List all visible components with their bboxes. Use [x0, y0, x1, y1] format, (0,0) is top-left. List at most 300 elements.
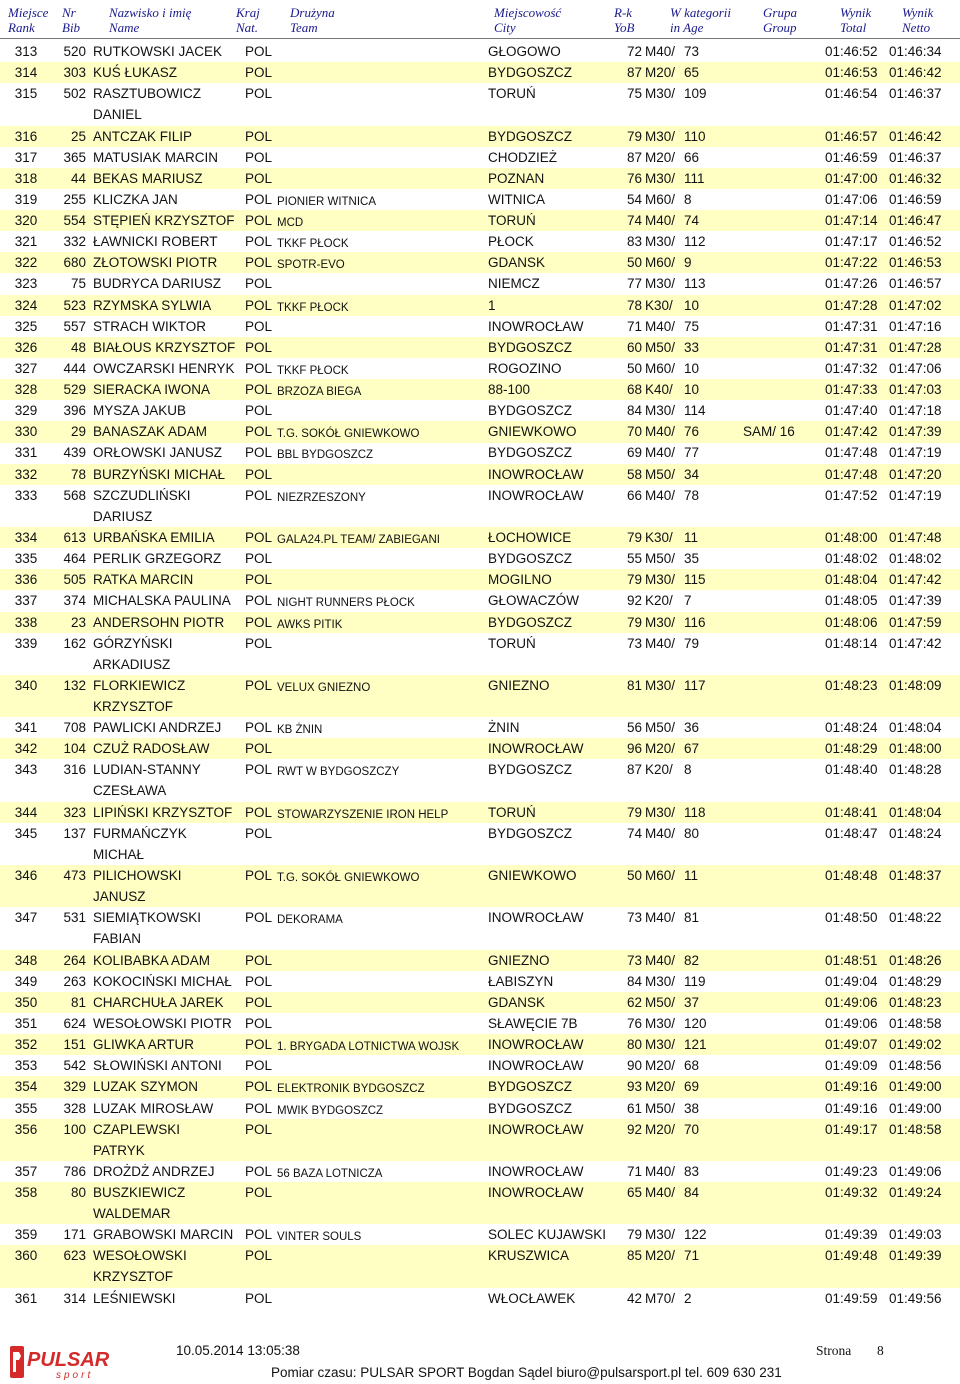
- category-cell: M40/: [645, 952, 676, 968]
- nat-cell: POL: [245, 973, 273, 989]
- total-time-cell: 01:48:41: [825, 804, 878, 820]
- yob-cell: 55: [626, 551, 642, 567]
- category-place-cell: 71: [684, 1248, 700, 1264]
- city-cell: GNIEWKOWO: [488, 424, 577, 440]
- net-time-cell: 01:48:56: [889, 1058, 942, 1074]
- yob-cell: 85: [626, 1248, 642, 1264]
- team-cell: TKKF PŁOCK: [277, 238, 349, 251]
- name-line: BURZYŃSKI MICHAŁ: [93, 466, 226, 482]
- city-cell: SOLEC KUJAWSKI: [488, 1227, 607, 1243]
- table-row: [0, 1288, 960, 1309]
- net-time-cell: 01:47:03: [889, 382, 942, 398]
- bib-cell: 554: [63, 213, 86, 229]
- name-cell: [93, 41, 222, 62]
- net-time-cell: 01:48:09: [889, 677, 942, 693]
- city-cell: GNIEZNO: [488, 952, 550, 968]
- yob-cell: 79: [626, 804, 642, 820]
- team-cell: DEKORAMA: [277, 914, 343, 927]
- city-cell: PŁOCK: [488, 234, 534, 250]
- table-row: [0, 1013, 960, 1034]
- total-time-cell: 01:47:42: [825, 424, 878, 440]
- table-row: [0, 1119, 960, 1161]
- total-time-cell: 01:49:32: [825, 1185, 878, 1201]
- total-time-cell: 01:47:48: [825, 445, 878, 461]
- total-time-cell: 01:46:59: [825, 149, 878, 165]
- rank-cell: 339: [14, 635, 38, 651]
- net-time-cell: 01:46:34: [889, 44, 942, 59]
- name-line: MATUSIAK MARCIN: [93, 149, 219, 165]
- rank-cell: 315: [14, 86, 38, 102]
- nat-cell: POL: [245, 1100, 273, 1116]
- category-cell: K20/: [645, 593, 673, 609]
- table-row: [0, 464, 960, 485]
- city-cell: GNIEZNO: [488, 677, 550, 693]
- yob-cell: 50: [626, 360, 642, 376]
- nat-cell: POL: [245, 445, 273, 461]
- name-cell: [93, 273, 221, 294]
- yob-cell: 90: [626, 1058, 642, 1074]
- name-cell: [93, 189, 178, 210]
- total-time-cell: 01:49:16: [825, 1100, 878, 1116]
- net-time-cell: 01:49:03: [889, 1227, 942, 1243]
- total-time-cell: 01:48:23: [825, 677, 878, 693]
- bib-cell: 523: [63, 297, 86, 313]
- net-time-cell: 01:47:28: [889, 339, 942, 355]
- table-header: [0, 0, 960, 40]
- name-cell: [93, 1288, 176, 1309]
- category-place-cell: 120: [684, 1015, 707, 1031]
- total-time-cell: 01:46:53: [825, 65, 878, 81]
- rank-cell: 340: [14, 677, 38, 693]
- team-cell: MWIK BYDGOSZCZ: [277, 1104, 384, 1117]
- city-cell: BYDGOSZCZ: [488, 65, 573, 81]
- header-netto: Wynik Netto: [902, 5, 934, 35]
- team-cell: TKKF PŁOCK: [277, 364, 349, 377]
- table-row: [0, 337, 960, 358]
- rank-cell: 338: [14, 614, 38, 630]
- city-cell: TORUŃ: [488, 86, 536, 102]
- name-line: GRABOWSKI MARCIN: [93, 1227, 234, 1243]
- category-cell: M50/: [645, 466, 676, 482]
- yob-cell: 81: [626, 677, 642, 693]
- total-time-cell: 01:48:04: [825, 572, 878, 588]
- category-place-cell: 81: [684, 910, 700, 926]
- rank-cell: 333: [14, 487, 38, 503]
- table-row: [0, 485, 960, 527]
- table-row: [0, 865, 960, 907]
- yob-cell: 42: [626, 1290, 642, 1306]
- page-label: Strona: [816, 1343, 852, 1358]
- name-line: LEŚNIEWSKI: [93, 1290, 176, 1306]
- group-cell: SAM/ 16: [743, 424, 795, 440]
- table-row: [0, 358, 960, 379]
- nat-cell: POL: [245, 1290, 273, 1306]
- rank-cell: 349: [14, 973, 38, 989]
- yob-cell: 73: [626, 635, 642, 651]
- category-place-cell: 8: [684, 762, 692, 778]
- yob-cell: 61: [626, 1100, 642, 1116]
- bib-cell: 44: [70, 170, 86, 186]
- team-cell: TKKF PŁOCK: [277, 301, 349, 314]
- city-cell: INOWROCŁAW: [488, 1058, 584, 1074]
- city-cell: GŁOWACZÓW: [488, 593, 579, 609]
- city-cell: MOGILNO: [488, 572, 552, 588]
- yob-cell: 65: [626, 1185, 642, 1201]
- bib-cell: 316: [63, 762, 86, 778]
- yob-cell: 93: [626, 1079, 642, 1095]
- table-row: [0, 1034, 960, 1055]
- category-cell: M50/: [645, 339, 676, 355]
- net-time-cell: 01:48:04: [889, 720, 942, 736]
- nat-cell: POL: [245, 1163, 273, 1179]
- total-time-cell: 01:49:39: [825, 1227, 878, 1243]
- total-time-cell: 01:49:06: [825, 1015, 878, 1031]
- name-cell: [93, 231, 218, 252]
- category-place-cell: 83: [684, 1163, 700, 1179]
- name-line: JANUSZ: [93, 889, 146, 905]
- table-row: [0, 590, 960, 611]
- yob-cell: 79: [626, 614, 642, 630]
- category-place-cell: 115: [684, 572, 706, 588]
- table-row: [0, 1224, 960, 1245]
- name-line: SIEMIĄTKOWSKI: [93, 910, 202, 926]
- table-row: [0, 1245, 960, 1287]
- rank-cell: 320: [14, 213, 38, 229]
- name-cell: [93, 1245, 187, 1287]
- category-place-cell: 66: [684, 149, 700, 165]
- name-line: KLICZKA JAN: [93, 191, 178, 207]
- yob-cell: 50: [626, 255, 642, 271]
- team-cell: NIEZRZESZONY: [277, 491, 366, 504]
- city-cell: INOWROCŁAW: [488, 318, 584, 334]
- city-cell: GDANSK: [488, 255, 546, 271]
- bib-cell: 464: [63, 551, 86, 567]
- name-line: SIERACKA IWONA: [93, 382, 211, 398]
- total-time-cell: 01:48:14: [825, 635, 878, 651]
- nat-cell: POL: [245, 403, 273, 419]
- category-cell: M40/: [645, 1163, 676, 1179]
- category-cell: K30/: [645, 297, 673, 313]
- nat-cell: POL: [245, 128, 273, 144]
- yob-cell: 73: [626, 952, 642, 968]
- bib-cell: 323: [63, 804, 86, 820]
- total-time-cell: 01:47:06: [825, 191, 878, 207]
- category-cell: M30/: [645, 276, 676, 292]
- team-cell: PIONIER WITNICA: [277, 195, 377, 208]
- table-row: [0, 569, 960, 590]
- yob-cell: 77: [626, 276, 642, 292]
- name-cell: [93, 950, 210, 971]
- name-line: SŁOWIŃSKI ANTONI: [93, 1058, 222, 1074]
- rank-cell: 357: [14, 1163, 38, 1179]
- category-cell: M30/: [645, 973, 676, 989]
- yob-cell: 54: [626, 191, 642, 207]
- header-rank: Miejsce Rank: [8, 5, 49, 35]
- yob-cell: 58: [626, 466, 642, 482]
- bib-cell: 104: [63, 741, 86, 757]
- category-cell: M40/: [645, 445, 676, 461]
- name-cell: [93, 865, 182, 907]
- team-cell: MCD: [277, 217, 304, 230]
- city-cell: BYDGOSZCZ: [488, 403, 573, 419]
- nat-cell: POL: [245, 65, 273, 81]
- city-cell: ROGOZINO: [488, 360, 562, 376]
- bib-cell: 23: [70, 614, 86, 630]
- category-place-cell: 10: [684, 360, 700, 376]
- name-cell: [93, 633, 173, 675]
- category-cell: K40/: [645, 382, 673, 398]
- nat-cell: POL: [245, 572, 273, 588]
- net-time-cell: 01:48:29: [889, 973, 942, 989]
- name-line: GÓRZYŃSKI: [93, 635, 173, 651]
- nat-cell: POL: [245, 1058, 273, 1074]
- bib-cell: 502: [63, 86, 86, 102]
- category-cell: M40/: [645, 910, 676, 926]
- table-row: [0, 147, 960, 168]
- bib-cell: 332: [63, 234, 86, 250]
- total-time-cell: 01:47:31: [825, 318, 878, 334]
- net-time-cell: 01:48:22: [889, 910, 942, 926]
- rank-cell: 322: [14, 255, 38, 271]
- net-time-cell: 01:46:53: [889, 255, 942, 271]
- table-row: [0, 1055, 960, 1076]
- category-place-cell: 11: [684, 529, 699, 545]
- name-cell: [93, 992, 224, 1013]
- total-time-cell: 01:49:07: [825, 1037, 878, 1053]
- category-cell: M30/: [645, 128, 676, 144]
- city-cell: INOWROCŁAW: [488, 1121, 584, 1137]
- category-place-cell: 118: [684, 804, 706, 820]
- yob-cell: 87: [626, 762, 642, 778]
- rank-cell: 313: [14, 44, 38, 59]
- net-time-cell: 01:49:00: [889, 1100, 942, 1116]
- net-time-cell: 01:47:20: [889, 466, 942, 482]
- yob-cell: 74: [626, 213, 642, 229]
- yob-cell: 78: [626, 297, 642, 313]
- net-time-cell: 01:47:48: [889, 529, 942, 545]
- team-cell: T.G. SOKÓŁ GNIEWKOWO: [277, 428, 420, 441]
- name-line: LUZAK SZYMON: [93, 1079, 199, 1095]
- name-line: DROŻDŻ ANDRZEJ: [93, 1163, 215, 1179]
- total-time-cell: 01:47:22: [825, 255, 878, 271]
- total-time-cell: 01:49:17: [825, 1121, 878, 1137]
- table-row: [0, 907, 960, 949]
- table-row: [0, 675, 960, 717]
- table-row: [0, 168, 960, 189]
- net-time-cell: 01:49:39: [889, 1248, 942, 1264]
- yob-cell: 76: [626, 170, 642, 186]
- category-cell: M30/: [645, 1227, 676, 1243]
- nat-cell: POL: [245, 466, 273, 482]
- category-cell: M50/: [645, 1100, 676, 1116]
- team-cell: BRZOZA BIEGA: [277, 386, 362, 399]
- name-cell: [93, 527, 215, 548]
- category-place-cell: 84: [684, 1185, 700, 1201]
- header-nat: Kraj Nat.: [236, 5, 260, 35]
- category-cell: M20/: [645, 1058, 676, 1074]
- name-cell: [93, 1182, 185, 1224]
- category-cell: M30/: [645, 1037, 676, 1053]
- rank-cell: 325: [14, 318, 38, 334]
- bib-cell: 529: [63, 382, 86, 398]
- rank-cell: 316: [14, 128, 38, 144]
- city-cell: INOWROCŁAW: [488, 466, 584, 482]
- category-place-cell: 9: [684, 255, 692, 271]
- nat-cell: POL: [245, 614, 273, 630]
- net-time-cell: 01:47:39: [889, 424, 942, 440]
- name-line: SZCZUDLIŃSKI: [93, 487, 191, 503]
- category-place-cell: 7: [684, 593, 692, 609]
- nat-cell: POL: [245, 255, 273, 271]
- bib-cell: 263: [63, 973, 86, 989]
- name-cell: [93, 210, 235, 231]
- name-cell: [93, 1013, 232, 1034]
- bib-cell: 328: [63, 1100, 86, 1116]
- category-cell: M70/: [645, 1290, 676, 1306]
- table-row: [0, 992, 960, 1013]
- yob-cell: 56: [626, 720, 642, 736]
- yob-cell: 68: [626, 382, 642, 398]
- yob-cell: 83: [626, 234, 642, 250]
- table-row: [0, 802, 960, 823]
- name-cell: [93, 168, 203, 189]
- net-time-cell: 01:46:42: [889, 65, 942, 81]
- name-line: ORŁOWSKI JANUSZ: [93, 445, 223, 461]
- city-cell: INOWROCŁAW: [488, 1037, 584, 1053]
- header-yob: R-k YoB: [614, 5, 635, 35]
- city-cell: GNIEWKOWO: [488, 868, 577, 884]
- city-cell: ŻNIN: [488, 720, 520, 736]
- total-time-cell: 01:48:50: [825, 910, 878, 926]
- name-line: BANASZAK ADAM: [93, 424, 208, 440]
- total-time-cell: 01:48:47: [825, 825, 878, 841]
- team-cell: BBL BYDGOSZCZ: [277, 449, 374, 462]
- total-time-cell: 01:48:00: [825, 529, 878, 545]
- total-time-cell: 01:47:26: [825, 276, 878, 292]
- name-line: ZŁOTOWSKI PIOTR: [93, 255, 218, 271]
- city-cell: GŁOGOWO: [488, 44, 561, 59]
- yob-cell: 87: [626, 149, 642, 165]
- net-time-cell: 01:49:24: [889, 1185, 942, 1201]
- total-time-cell: 01:48:05: [825, 593, 878, 609]
- nat-cell: POL: [245, 1227, 273, 1243]
- name-line: KUŚ ŁUKASZ: [93, 65, 178, 81]
- bib-cell: 568: [63, 487, 86, 503]
- category-cell: M60/: [645, 191, 676, 207]
- category-place-cell: 111: [684, 170, 705, 186]
- city-cell: TORUŃ: [488, 804, 536, 820]
- net-time-cell: 01:48:58: [889, 1121, 942, 1137]
- category-place-cell: 117: [684, 677, 706, 693]
- name-line: CZAPLEWSKI: [93, 1121, 181, 1137]
- city-cell: BYDGOSZCZ: [488, 1079, 573, 1095]
- net-time-cell: 01:48:24: [889, 825, 942, 841]
- nat-cell: POL: [245, 910, 273, 926]
- bib-cell: 365: [63, 149, 86, 165]
- category-place-cell: 2: [684, 1290, 692, 1306]
- name-line: BIAŁOUS KRZYSZTOF: [93, 339, 236, 355]
- rank-cell: 323: [14, 276, 38, 292]
- yob-cell: 92: [626, 1121, 642, 1137]
- category-place-cell: 75: [684, 318, 700, 334]
- total-time-cell: 01:48:48: [825, 868, 878, 884]
- name-cell: [93, 738, 210, 759]
- yob-cell: 79: [626, 572, 642, 588]
- rank-cell: 360: [14, 1248, 38, 1264]
- total-time-cell: 01:49:04: [825, 973, 878, 989]
- bib-cell: 151: [63, 1037, 86, 1053]
- table-row: [0, 759, 960, 801]
- team-cell: NIGHT RUNNERS PŁOCK: [277, 597, 415, 610]
- yob-cell: 84: [626, 403, 642, 419]
- name-cell: [93, 569, 193, 590]
- table-row: [0, 295, 960, 316]
- page-footer: [0, 1338, 960, 1384]
- city-cell: ŁABISZYN: [488, 973, 554, 989]
- logo-subtext: sport: [56, 1370, 94, 1380]
- category-cell: M30/: [645, 170, 676, 186]
- category-cell: M40/: [645, 635, 676, 651]
- category-place-cell: 35: [684, 551, 700, 567]
- total-time-cell: 01:49:09: [825, 1058, 878, 1074]
- table-row: [0, 231, 960, 252]
- city-cell: INOWROCŁAW: [488, 1185, 584, 1201]
- name-line: RUTKOWSKI JACEK: [93, 44, 223, 59]
- category-place-cell: 116: [684, 614, 706, 630]
- rank-cell: 342: [14, 741, 38, 757]
- team-cell: AWKS PITIK: [277, 618, 343, 631]
- category-cell: M20/: [645, 149, 676, 165]
- category-place-cell: 67: [684, 741, 700, 757]
- total-time-cell: 01:46:57: [825, 128, 878, 144]
- total-time-cell: 01:48:06: [825, 614, 878, 630]
- category-cell: M30/: [645, 1015, 676, 1031]
- table-row: [0, 971, 960, 992]
- bib-cell: 80: [70, 1185, 86, 1201]
- bib-cell: 473: [63, 868, 86, 884]
- category-cell: M40/: [645, 213, 676, 229]
- total-time-cell: 01:47:17: [825, 234, 878, 250]
- table-row: [0, 210, 960, 231]
- yob-cell: 74: [626, 825, 642, 841]
- bib-cell: 132: [63, 677, 86, 693]
- nat-cell: POL: [245, 487, 273, 503]
- category-place-cell: 11: [684, 868, 699, 884]
- bib-cell: 25: [70, 128, 86, 144]
- nat-cell: POL: [245, 593, 273, 609]
- category-cell: M40/: [645, 825, 676, 841]
- table-row: [0, 62, 960, 83]
- category-place-cell: 74: [684, 213, 700, 229]
- table-row: [0, 738, 960, 759]
- category-place-cell: 36: [684, 720, 700, 736]
- net-time-cell: 01:47:39: [889, 593, 942, 609]
- category-cell: K30/: [645, 529, 673, 545]
- table-row: [0, 1161, 960, 1182]
- name-line: OWCZARSKI HENRYK: [93, 360, 235, 376]
- print-datetime: 10.05.2014 13:05:38: [176, 1343, 300, 1358]
- total-time-cell: 01:47:52: [825, 487, 878, 503]
- name-line: KOKOCIŃSKI MICHAŁ: [93, 973, 232, 989]
- city-cell: NIEMCZ: [488, 276, 540, 292]
- net-time-cell: 01:49:06: [889, 1163, 942, 1179]
- table-row: [0, 400, 960, 421]
- total-time-cell: 01:49:59: [825, 1290, 878, 1306]
- table-row: [0, 83, 960, 125]
- rank-cell: 318: [14, 170, 38, 186]
- city-cell: INOWROCŁAW: [488, 1163, 584, 1179]
- name-line: ŁAWNICKI ROBERT: [93, 234, 218, 250]
